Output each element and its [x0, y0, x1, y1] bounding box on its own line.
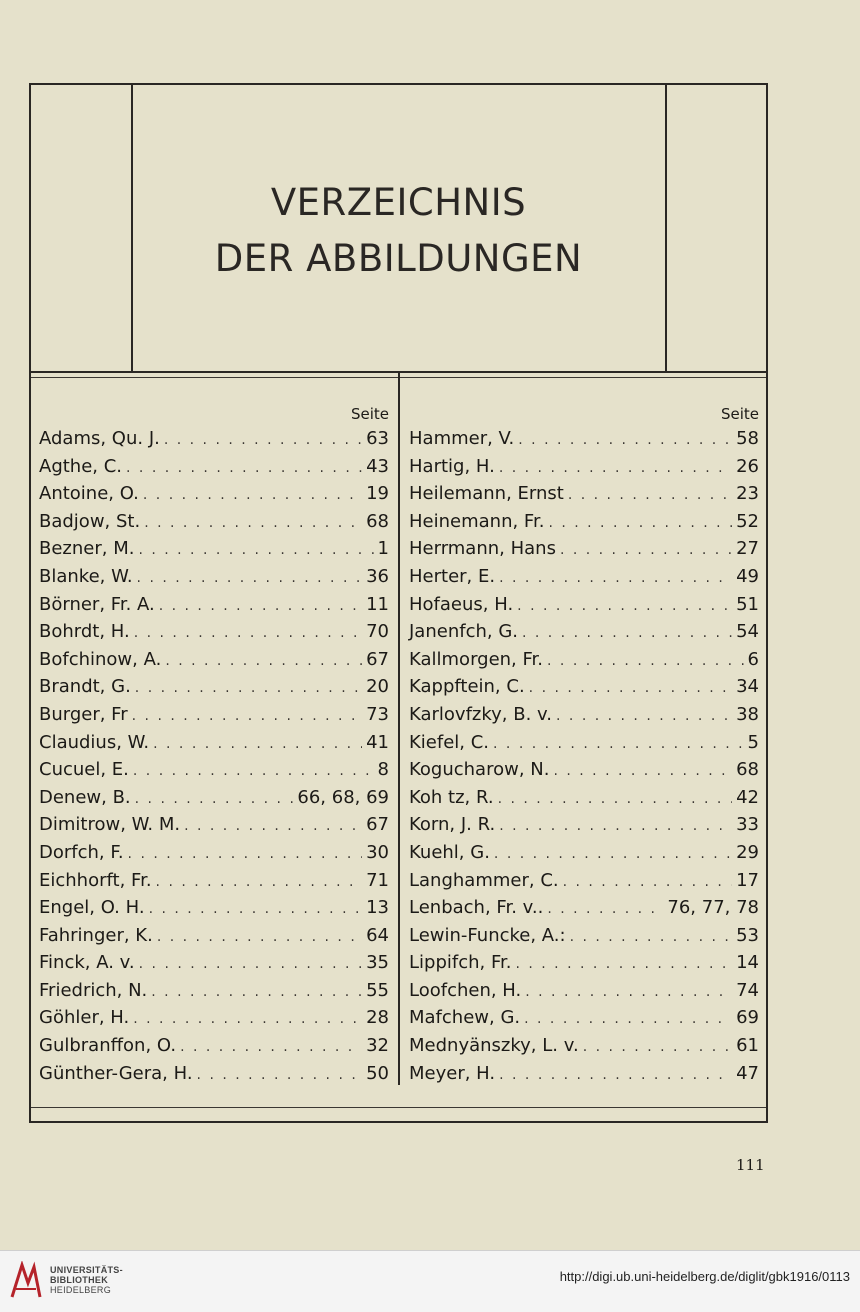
right-entry [409, 508, 759, 536]
right-entry [409, 977, 759, 1005]
entry-page: 13 [366, 897, 389, 919]
entry-name: Dorfch, F. [39, 841, 124, 863]
entry-name: Börner, Fr. A. [39, 593, 155, 615]
left-entry [39, 673, 389, 701]
leader-dots [494, 841, 732, 869]
title-line-2: DER ABBILDUNGEN [214, 237, 583, 280]
right-entry [409, 867, 759, 895]
entry-name: Bezner, M. [39, 538, 135, 560]
entry-name: Kappftein, C. [409, 676, 525, 698]
leader-dots [517, 593, 732, 621]
left-entry [39, 977, 389, 1005]
entry-page: 61 [736, 1035, 759, 1057]
right-column [409, 403, 759, 1087]
entry-name: Hofaeus, H. [409, 593, 514, 615]
leader-dots [126, 455, 362, 483]
leader-dots [157, 924, 362, 952]
leader-dots [556, 703, 732, 731]
left-entry [39, 1004, 389, 1032]
left-entry [39, 922, 389, 950]
right-entry [409, 922, 759, 950]
entry-page: 58 [736, 428, 759, 449]
entry-name: Agthe, C. [39, 455, 123, 477]
entry-name: Mafchew, G. [409, 1007, 521, 1029]
entry-name: Heilemann, Ernst [409, 483, 564, 505]
entry-page: 6 [747, 648, 759, 670]
leader-dots [563, 869, 732, 897]
entry-name: Langhammer, C. [409, 869, 559, 891]
entry-page: 74 [736, 979, 759, 1001]
leader-dots [197, 1062, 363, 1090]
entry-name: Kuehl, G. [409, 841, 490, 863]
left-entry [39, 618, 389, 646]
leader-dots [143, 482, 362, 510]
right-entry [409, 784, 759, 812]
entry-page: 55 [366, 979, 389, 1001]
entry-name: Adams, Qu. J. [39, 428, 160, 449]
entry-page: 14 [736, 952, 759, 974]
entry-page: 49 [736, 565, 759, 587]
entry-page: 63 [366, 428, 389, 449]
left-entry [39, 563, 389, 591]
entry-name: Bohrdt, H. [39, 621, 130, 643]
entry-page: 66, 68, 69 [297, 786, 389, 808]
library-logo-icon [8, 1261, 44, 1301]
library-logo-text [50, 1265, 123, 1295]
entry-name: Friedrich, N. [39, 979, 148, 1001]
entry-page: 36 [366, 565, 389, 587]
leader-dots [151, 979, 362, 1007]
entry-page: 20 [366, 676, 389, 698]
entry-page: 23 [736, 483, 759, 505]
entry-name: Loofchen, H. [409, 979, 522, 1001]
page-number: 111 [736, 1156, 765, 1174]
logo-line-2: BIBLIOTHEK [50, 1275, 108, 1285]
right-entry [409, 949, 759, 977]
leader-dots [134, 620, 362, 648]
leader-dots [132, 703, 362, 731]
left-entry [39, 425, 389, 453]
entry-name: Herter, E. [409, 565, 496, 587]
left-column [39, 403, 389, 1087]
viewer-footer [0, 1250, 860, 1312]
right-entry [409, 425, 759, 453]
leader-dots [498, 786, 733, 814]
leader-dots [149, 896, 363, 924]
entry-page: 28 [366, 1007, 389, 1029]
entry-name: Hartig, H. [409, 455, 495, 477]
right-entry [409, 563, 759, 591]
left-entry [39, 756, 389, 784]
left-entry [39, 949, 389, 977]
leader-dots [137, 565, 363, 593]
right-entry [409, 1032, 759, 1060]
right-entry-list [409, 425, 759, 1087]
entry-page: 54 [736, 621, 759, 643]
title-box [31, 85, 766, 373]
entry-page: 64 [366, 924, 389, 946]
left-entry [39, 1032, 389, 1060]
left-entry [39, 839, 389, 867]
seite-header-right: Seite [720, 405, 759, 423]
left-entry [39, 701, 389, 729]
right-entry [409, 729, 759, 757]
entry-name: Bofchinow, A. [39, 648, 162, 670]
index-frame [29, 83, 768, 1123]
column-separator [398, 373, 400, 1085]
leader-dots [493, 731, 744, 759]
leader-dots [153, 731, 362, 759]
entry-page: 43 [366, 455, 389, 477]
left-entry [39, 646, 389, 674]
right-entry [409, 811, 759, 839]
entry-page: 51 [736, 593, 759, 615]
entry-name: Antoine, O. [39, 483, 139, 505]
logo-line-3: HEIDELBERG [50, 1285, 112, 1295]
right-entry [409, 1004, 759, 1032]
entry-name: Korn, J. R. [409, 814, 496, 836]
entry-name: Janenfch, G. [409, 621, 518, 643]
leader-dots [144, 510, 362, 538]
entry-name: Gulbranffon, O. [39, 1035, 177, 1057]
leader-dots [128, 841, 363, 869]
entry-name: Blanke, W. [39, 565, 133, 587]
right-entry [409, 453, 759, 481]
leader-dots [547, 896, 663, 924]
leader-dots [135, 786, 294, 814]
entry-page: 41 [366, 731, 389, 753]
entry-name: Finck, A. v. [39, 952, 135, 974]
leader-dots [135, 675, 362, 703]
seite-header-left: Seite [350, 405, 389, 423]
entry-page: 70 [366, 621, 389, 643]
entry-page: 53 [736, 924, 759, 946]
entry-name: Kiefel, C. [409, 731, 490, 753]
entry-page: 38 [736, 703, 759, 725]
entry-name: Dimitrow, W. M. [39, 814, 181, 836]
entry-page: 52 [736, 510, 759, 532]
entry-page: 8 [377, 759, 389, 781]
entry-page: 34 [736, 676, 759, 698]
leader-dots [515, 951, 732, 979]
right-entry [409, 618, 759, 646]
right-entry [409, 701, 759, 729]
entry-page: 71 [366, 869, 389, 891]
entry-page: 76, 77, 78 [667, 897, 759, 919]
entry-page: 73 [366, 703, 389, 725]
leader-dots [553, 758, 732, 786]
left-entry [39, 867, 389, 895]
entry-page: 67 [366, 648, 389, 670]
entry-name: Kallmorgen, Fr. [409, 648, 544, 670]
bottom-rule [31, 1107, 766, 1108]
leader-dots [570, 924, 733, 952]
leader-dots [525, 979, 732, 1007]
entry-page: 26 [736, 455, 759, 477]
entry-page: 42 [736, 786, 759, 808]
entry-name: Lippifch, Fr. [409, 952, 512, 974]
left-entry [39, 453, 389, 481]
leader-dots [522, 620, 732, 648]
entry-name: Badjow, St. [39, 510, 141, 532]
leader-dots [499, 455, 732, 483]
left-entry [39, 1060, 389, 1088]
entry-name: Fahringer, K. [39, 924, 153, 946]
leader-dots [499, 813, 732, 841]
entry-name: Meyer, H. [409, 1062, 496, 1084]
entry-page: 5 [747, 731, 759, 753]
leader-dots [156, 869, 363, 897]
entry-page: 19 [366, 483, 389, 505]
entry-name: Hammer, V. [409, 428, 515, 449]
entry-name: Herrmann, Hans [409, 538, 556, 560]
right-entry [409, 673, 759, 701]
entry-page: 68 [736, 759, 759, 781]
entry-page: 1 [377, 538, 389, 560]
title-right-rule [665, 85, 667, 371]
entry-name: Denew, B. [39, 786, 131, 808]
entry-page: 17 [736, 869, 759, 891]
logo-line-1: UNIVERSITÄTS- [50, 1265, 123, 1275]
source-url[interactable]: http://digi.ub.uni-heidelberg.de/diglit/gbk1916/0113 [559, 1269, 850, 1284]
leader-dots [133, 1006, 362, 1034]
entry-page: 50 [366, 1062, 389, 1084]
right-entry [409, 646, 759, 674]
entry-page: 35 [366, 952, 389, 974]
leader-dots [499, 565, 732, 593]
leader-dots [184, 813, 362, 841]
leader-dots [583, 1034, 732, 1062]
leader-dots [560, 537, 732, 565]
left-entry [39, 729, 389, 757]
entry-page: 30 [366, 841, 389, 863]
entry-page: 29 [736, 841, 759, 863]
leader-dots [568, 482, 732, 510]
entry-name: Göhler, H. [39, 1007, 130, 1029]
entry-name: Koh tz, R. [409, 786, 494, 808]
left-entry [39, 508, 389, 536]
entry-page: 69 [736, 1007, 759, 1029]
entry-name: Heinemann, Fr. [409, 510, 545, 532]
leader-dots [529, 675, 732, 703]
right-entry [409, 1060, 759, 1088]
title-left-rule [131, 85, 133, 371]
entry-name: Lenbach, Fr. v.. [409, 897, 544, 919]
entry-page: 67 [366, 814, 389, 836]
leader-dots [518, 427, 732, 455]
left-entry [39, 811, 389, 839]
leader-dots [139, 951, 362, 979]
right-entry [409, 591, 759, 619]
left-entry [39, 894, 389, 922]
entry-name: Kogucharow, N. [409, 759, 550, 781]
entry-name: Eichhorft, Fr. [39, 869, 152, 891]
right-entry [409, 839, 759, 867]
leader-dots [164, 427, 362, 455]
leader-dots [138, 537, 373, 565]
entry-page: 47 [736, 1062, 759, 1084]
leader-dots [499, 1062, 732, 1090]
left-entry-list [39, 425, 389, 1087]
leader-dots [548, 510, 732, 538]
entry-page: 27 [736, 538, 759, 560]
left-entry [39, 535, 389, 563]
entry-name: Karlovfzky, B. v. [409, 703, 553, 725]
entry-page: 68 [366, 510, 389, 532]
leader-dots [165, 648, 362, 676]
entry-page: 33 [736, 814, 759, 836]
entry-name: Engel, O. H. [39, 897, 145, 919]
leader-dots [180, 1034, 362, 1062]
entry-name: Claudius, W. [39, 731, 150, 753]
leader-dots [133, 758, 374, 786]
leader-dots [159, 593, 362, 621]
leader-dots [524, 1006, 732, 1034]
entry-name: Burger, Fr [39, 703, 128, 725]
leader-dots [547, 648, 744, 676]
left-entry [39, 784, 389, 812]
left-entry [39, 480, 389, 508]
entry-page: 11 [366, 593, 389, 615]
entry-name: Mednyänszky, L. v. [409, 1035, 579, 1057]
left-entry [39, 591, 389, 619]
right-entry [409, 756, 759, 784]
entry-name: Brandt, G. [39, 676, 131, 698]
entry-name: Cucuel, E. [39, 759, 129, 781]
entry-page: 32 [366, 1035, 389, 1057]
right-entry [409, 894, 759, 922]
title-line-1: VERZEICHNIS [270, 181, 527, 224]
entry-name: Lewin-Funcke, A.: [409, 924, 566, 946]
entry-name: Günther-Gera, H. [39, 1062, 193, 1084]
right-entry [409, 535, 759, 563]
right-entry [409, 480, 759, 508]
